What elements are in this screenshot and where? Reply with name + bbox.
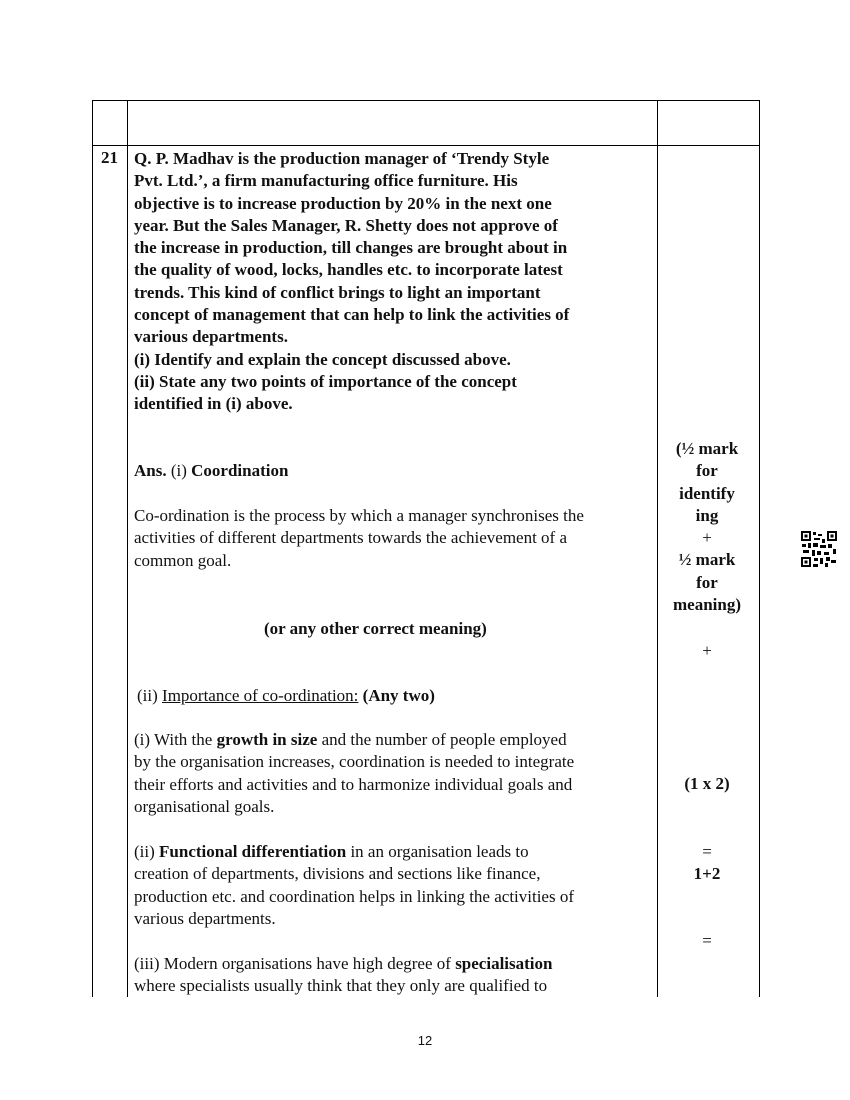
point-line: organisational goals. <box>134 796 275 816</box>
marks-line: ing <box>695 505 719 525</box>
point-line: their efforts and activities and to harmonize individual goals and <box>134 774 573 794</box>
point-text: and the number of people employed <box>317 730 567 749</box>
importance-point <box>134 841 652 930</box>
point-prefix: (iii) Modern organisations have high degree of <box>134 954 456 973</box>
qr-code-icon <box>800 530 838 568</box>
marks-plus: + <box>702 641 712 660</box>
part1-title: Coordination <box>191 461 289 480</box>
question-line: year. But the Sales Manager, R. Shetty does not approve of <box>134 215 558 235</box>
question-text <box>134 148 652 416</box>
question-line: objective is to increase production by 20% in the next one <box>134 193 552 213</box>
point-prefix: (i) With the <box>134 730 217 749</box>
marks-total: 1+2 <box>693 864 721 883</box>
point-keyword: Functional differentiation <box>159 842 347 861</box>
point-line: where specialists usually think that they only are qualified to <box>134 976 548 996</box>
answer-part1-heading <box>134 460 652 482</box>
question-line: identified in (i) above. <box>134 394 293 414</box>
answer-part2-heading <box>137 685 655 707</box>
definition-text <box>134 505 652 572</box>
point-keyword: specialisation <box>455 954 553 973</box>
ans-label: Ans. <box>134 461 167 480</box>
marks-line: ½ mark <box>678 550 736 570</box>
part2-label: (ii) <box>137 686 158 705</box>
importance-point <box>134 729 652 818</box>
importance-point <box>134 953 652 998</box>
marks-line: (½ mark <box>675 439 739 458</box>
question-number: 21 <box>101 148 118 167</box>
point-line: various departments. <box>134 908 276 928</box>
question-line: Q. P. Madhav is the production manager of ‘Trendy Style <box>134 149 550 168</box>
marks-line: for <box>696 572 718 592</box>
marks-per-point: (1 x 2) <box>684 774 730 793</box>
part2-any: (Any two) <box>362 686 435 705</box>
row-divider <box>93 145 759 146</box>
point-line: by the organisation increases, coordination is needed to integrate <box>134 752 575 772</box>
point-text: in an organisation leads to <box>346 842 529 861</box>
definition-line: activities of different departments towards the achievement of a <box>134 528 568 548</box>
marks-equals: = <box>702 931 712 950</box>
marks-equals: = <box>702 842 712 861</box>
marks-line: identify <box>679 483 735 503</box>
definition-line: Co-ordination is the process by which a manager synchronises the <box>134 506 584 525</box>
question-line: various departments. <box>134 327 288 347</box>
question-line: concept of management that can help to link the activities of <box>134 305 570 325</box>
column-divider <box>127 101 128 997</box>
part2-title: Importance of co-ordination: <box>162 686 359 705</box>
point-line: production etc. and coordination helps in linking the activities of <box>134 886 575 906</box>
question-line: Pvt. Ltd.’, a firm manufacturing office furniture. His <box>134 171 518 191</box>
question-line: the quality of wood, locks, handles etc. to incorporate latest <box>134 260 563 280</box>
point-line: creation of departments, divisions and sections like finance, <box>134 864 541 884</box>
marks-line: for <box>696 461 718 481</box>
marks-scheme <box>662 438 752 616</box>
marks-line: meaning) <box>673 595 741 615</box>
part1-label: (i) <box>170 461 187 480</box>
question-line: trends. This kind of conflict brings to light an important <box>134 282 541 302</box>
question-line: (ii) State any two points of importance of the concept <box>134 371 517 391</box>
question-line: (i) Identify and explain the concept discussed above. <box>134 349 511 369</box>
definition-line: common goal. <box>134 550 232 570</box>
question-line: the increase in production, till changes are brought about in <box>134 238 568 258</box>
page-number: 12 <box>417 1033 433 1048</box>
point-keyword: growth in size <box>216 730 318 749</box>
column-divider <box>657 101 658 997</box>
alt-meaning-note: (or any other correct meaning) <box>264 619 487 638</box>
point-prefix: (ii) <box>134 842 160 861</box>
marks-plus: + <box>702 528 712 548</box>
